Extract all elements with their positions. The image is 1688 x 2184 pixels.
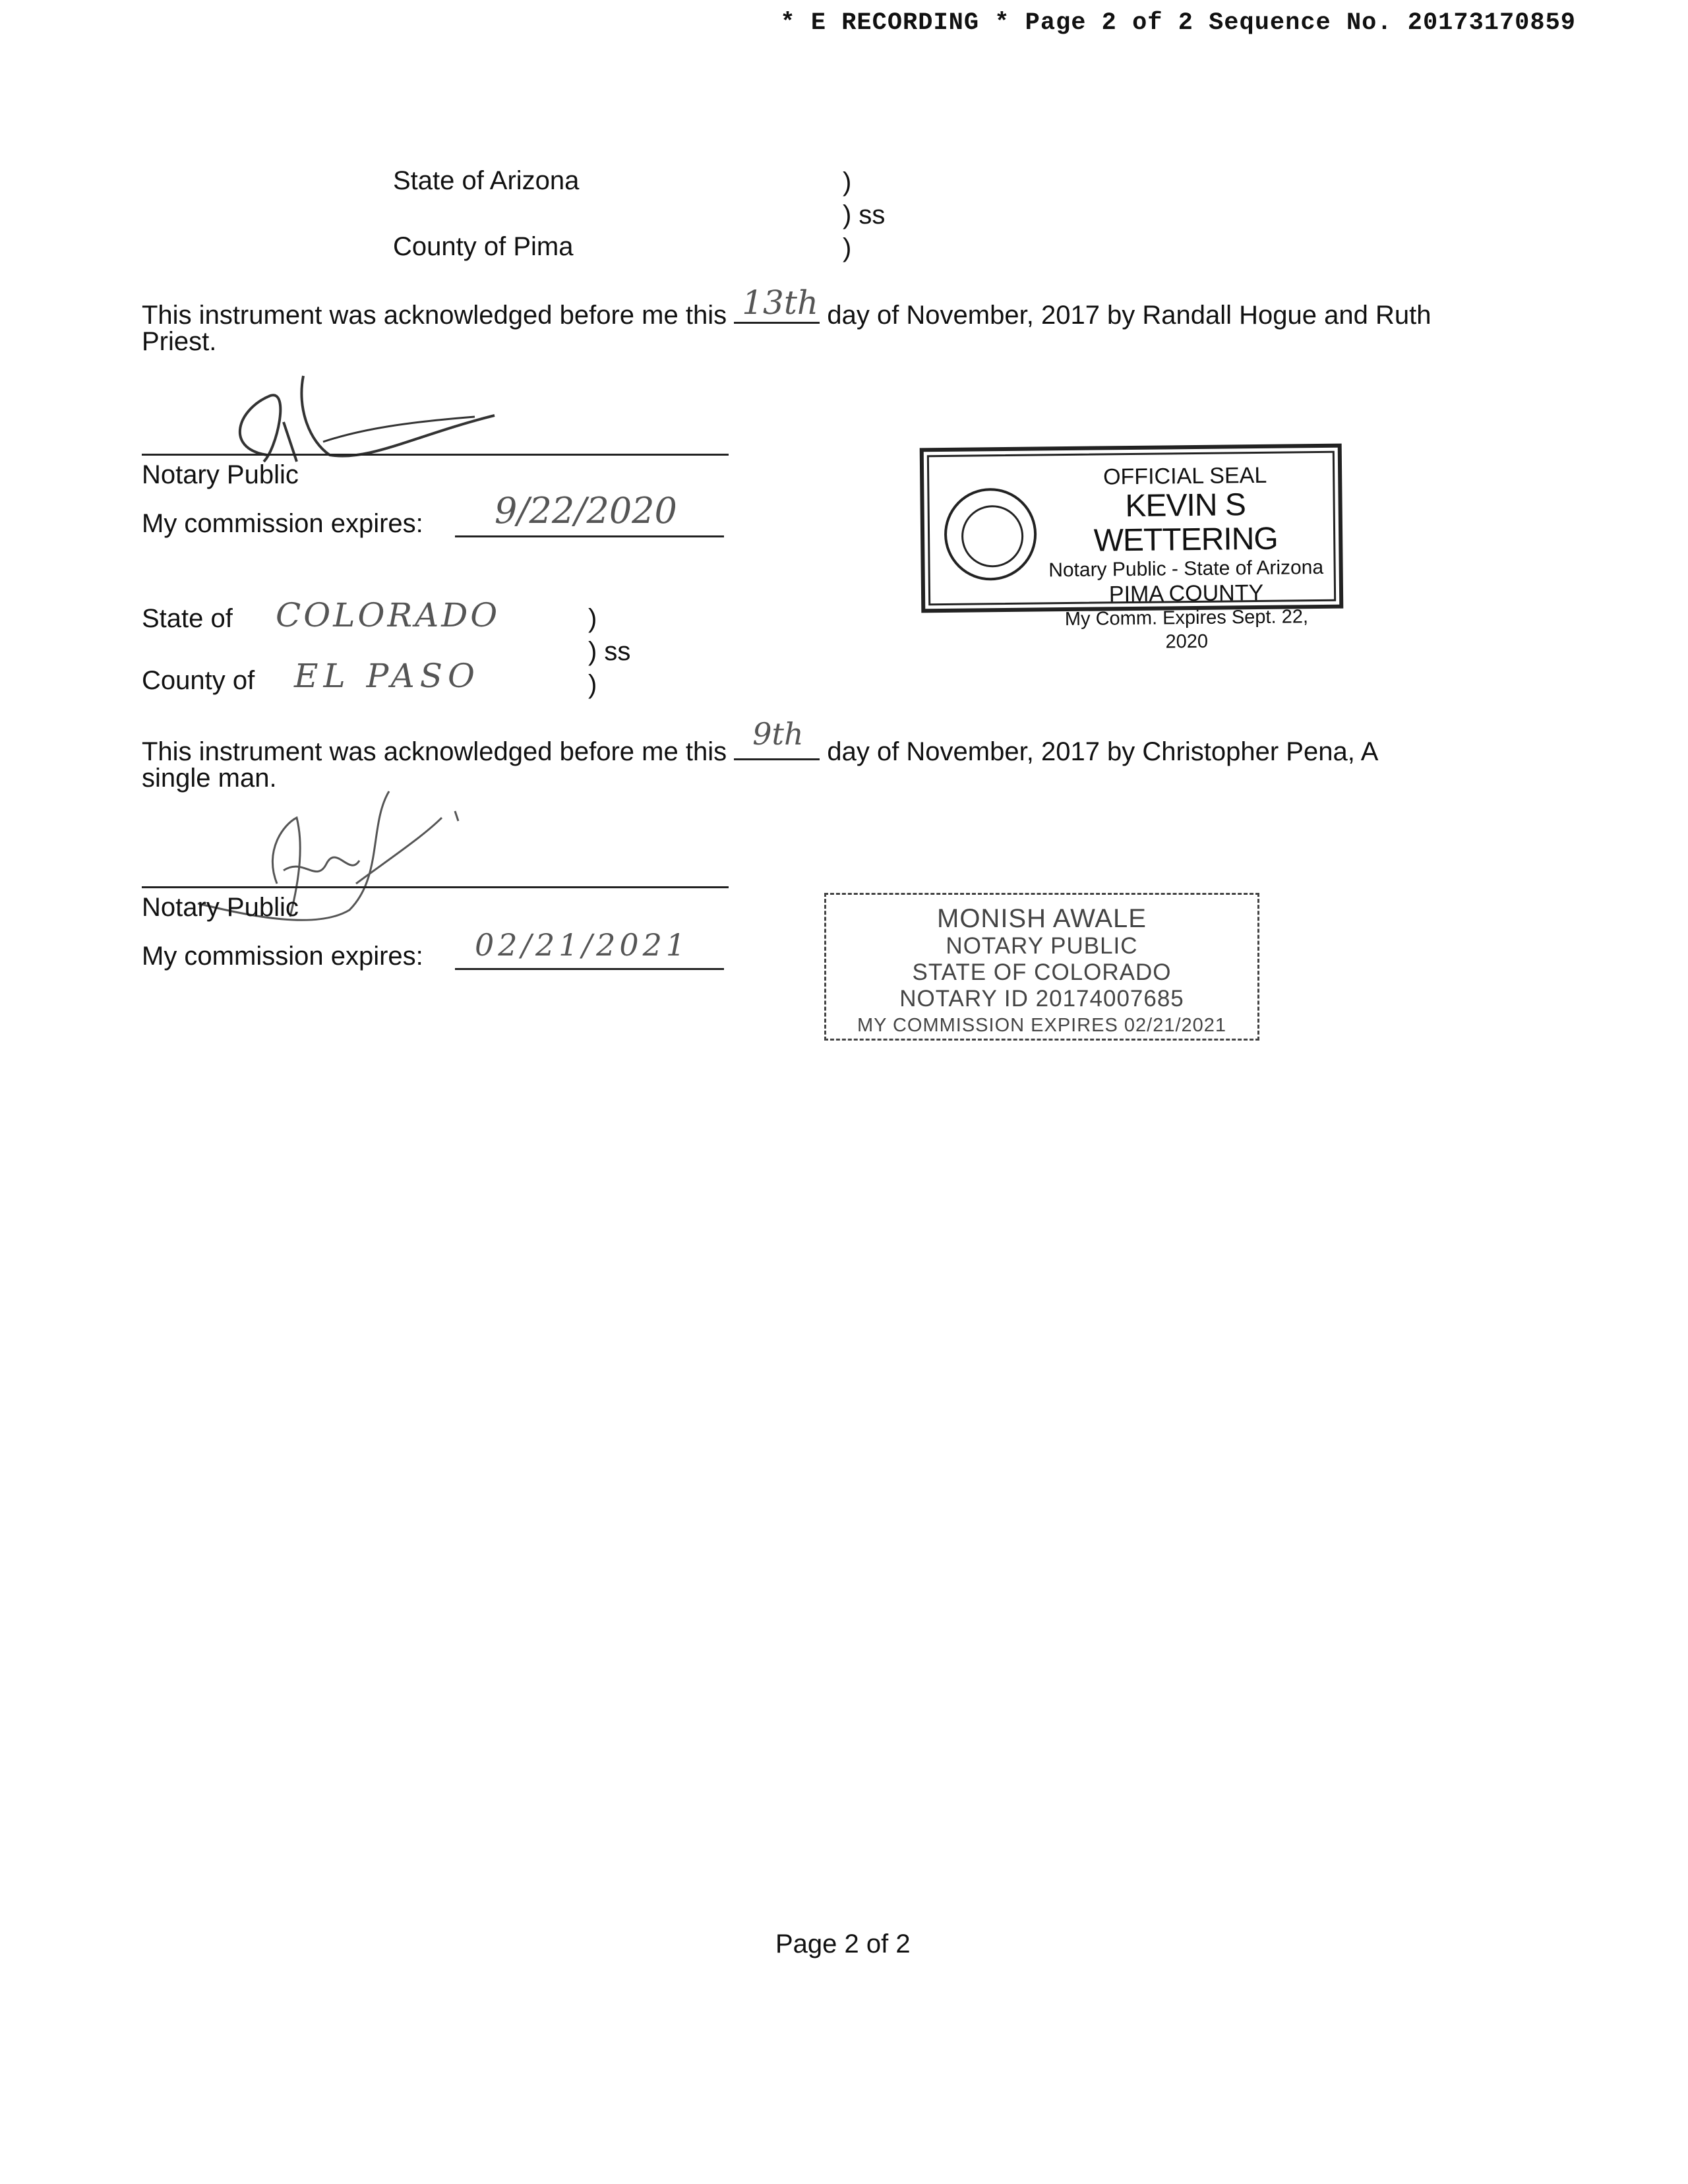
signature-line-2 — [142, 886, 729, 888]
seal2-expiry: MY COMMISSION EXPIRES 02/21/2021 — [857, 1015, 1227, 1036]
commission-date-1-handwritten: 9/22/2020 — [495, 490, 677, 531]
commission-expires-label-2: My commission expires: — [142, 942, 423, 971]
county-of-label: County of — [142, 666, 255, 695]
seal2-name: MONISH AWALE — [937, 904, 1147, 933]
commission-line-1 — [455, 535, 724, 537]
acknowledgment-1 — [142, 284, 1432, 330]
paren-top: ) — [843, 167, 852, 197]
paren-bottom: ) — [843, 233, 852, 262]
ack-2-day-blank — [734, 716, 820, 760]
ack-2-suffix: day of November, 2017 by Christopher Pena, A — [827, 737, 1379, 766]
state-of-label: State of — [142, 604, 233, 633]
ack-1-day-blank — [734, 284, 820, 324]
county-value-handwritten: EL PASO — [294, 657, 481, 695]
ss2-label: ) ss — [588, 637, 631, 666]
ack-1-prefix: This instrument was acknowledged before me this — [142, 301, 727, 330]
notary-stamp-colorado — [824, 893, 1259, 1041]
ack-1-suffix: day of November, 2017 by Randall Hogue and Ruth — [827, 301, 1432, 330]
page-footer: Page 2 of 2 — [775, 1929, 911, 1958]
paren2-bottom: ) — [588, 670, 597, 699]
ack-1-line2: Priest. — [142, 327, 217, 356]
official-seal-arizona — [920, 444, 1344, 653]
ss-label: ) ss — [843, 200, 886, 229]
arizona-state-seal-emblem — [944, 488, 1037, 581]
ack-2-day-handwritten: 9th — [752, 716, 804, 752]
seal2-state: STATE OF COLORADO — [912, 959, 1172, 985]
county-pima-label: County of Pima — [393, 232, 574, 261]
seal1-title: OFFICIAL SEAL — [1102, 462, 1267, 490]
state-value-handwritten: COLORADO — [276, 596, 500, 634]
recording-header: * E RECORDING * Page 2 of 2 Sequence No. 20173170859 — [780, 9, 1576, 37]
ack-1-day-handwritten: 13th — [742, 284, 819, 322]
ack-2-line2: single man. — [142, 764, 277, 793]
paren2-top: ) — [588, 604, 597, 633]
acknowledgment-2 — [142, 716, 1379, 766]
ack-2-prefix: This instrument was acknowledged before me this — [142, 737, 727, 766]
seal2-notary-id: NOTARY ID 20174007685 — [899, 986, 1184, 1012]
signature-line-1 — [142, 454, 729, 456]
seal1-role: Notary Public - State of Arizona — [1048, 556, 1324, 582]
seal1-county: PIMA COUNTY — [1108, 580, 1264, 607]
notary-public-label-2: Notary Public — [142, 893, 299, 922]
seal2-role: NOTARY PUBLIC — [946, 933, 1138, 959]
notary-public-label-1: Notary Public — [142, 460, 299, 489]
commission-line-2 — [455, 968, 724, 970]
commission-expires-label-1: My commission expires: — [142, 509, 423, 538]
seal1-name: KEVIN S WETTERING — [1093, 487, 1278, 559]
state-arizona-label: State of Arizona — [393, 166, 580, 195]
seal1-expiry: My Comm. Expires Sept. 22, 2020 — [1064, 606, 1309, 653]
commission-date-2-handwritten: 02/21/2021 — [475, 927, 690, 963]
